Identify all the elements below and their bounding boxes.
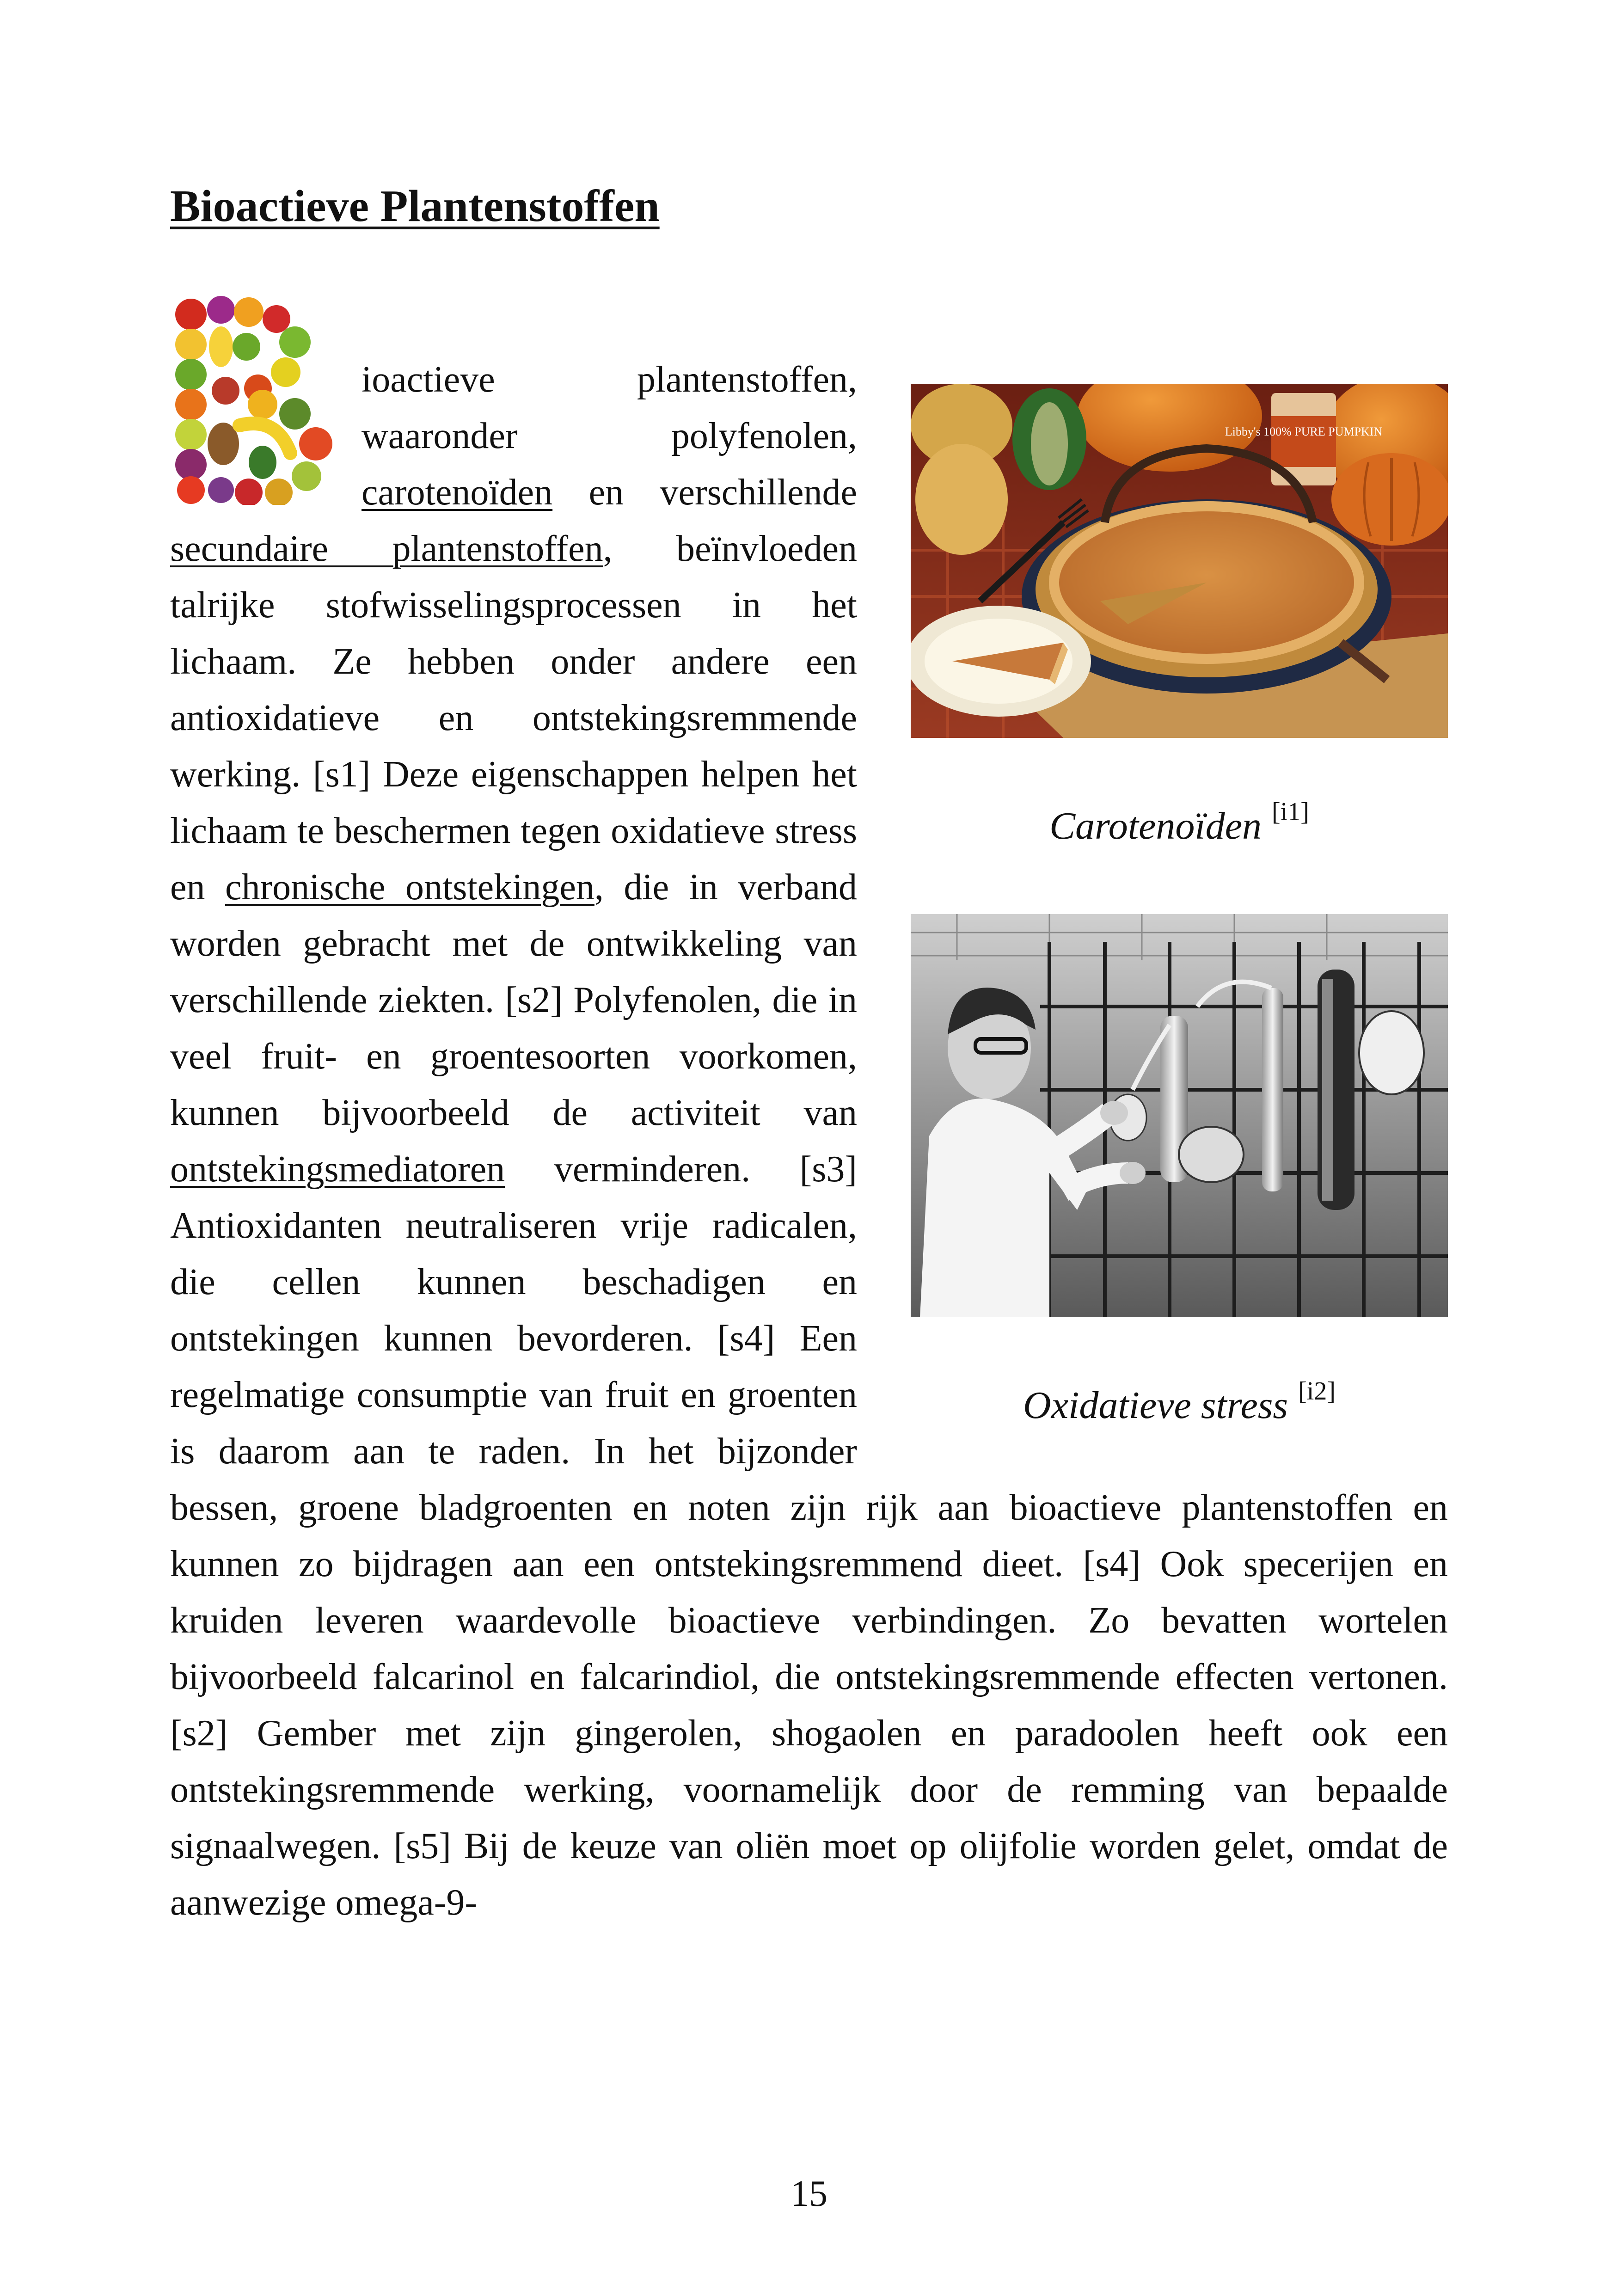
can-label: Libby's 100% PURE PUMPKIN <box>1225 425 1383 438</box>
figure-caption <box>911 789 1448 849</box>
body-text: ioactieve plantenstoffen, waaronder polyfenolen, <box>362 359 857 456</box>
link-ontstekingsmediatoren[interactable]: ontstekingsmediatoren <box>170 1149 505 1190</box>
figure-column <box>911 384 1448 1429</box>
laboratory-photo <box>911 914 1448 1317</box>
body-text: verminderen. [s3] Antioxidanten neutraliseren vrije radicalen, die cellen kunnen beschadigen en ontstekingen kunnen bevorderen. [s4] Een regelmatige consumptie van fruit en groenten is daarom aan te raden. In het bijzonder bessen, groene bladgroenten en noten zijn rijk aan bioactieve plantenstoffen en kunnen zo bijdragen aan een ontstekingsremmend dieet. [s4] Ook specerijen en kruiden leveren waardevolle bioactieve verbindingen. Zo bevatten wortelen bijvoorbeeld falcarinol en falcarindiol, die ontstekingsremmende effecten vertonen. [s2] Gember met zijn gingerolen, shogaolen en paradoolen heeft ook een ontstekingsremmende werking, voornamelijk door de remming van bepaalde signaalwegen. [s5] Bij de keuze van oliën moet op olijfolie worden gelet, omdat de aanwezige omega-9- <box>170 1149 1448 1923</box>
body-text: , beïnvloeden talrijke stofwisselingsprocessen in het lichaam. Ze hebben onder andere een antioxidatieve en ontstekingsremmende werking. [s1] Deze eigenschappen helpen het lichaam te beschermen tegen oxidatieve stress en <box>170 528 857 908</box>
figure-caption <box>911 1368 1448 1429</box>
figure-oxidative-stress <box>911 914 1448 1429</box>
caption-text: Carotenoïden <box>1049 804 1262 847</box>
link-carotenoiden[interactable]: carotenoïden <box>362 472 553 513</box>
pumpkin-pie-photo <box>911 384 1448 738</box>
link-secundaire-plantenstoffen[interactable]: secundaire plantenstoffen <box>170 528 603 569</box>
page-title: Bioactieve Plantenstoffen <box>170 181 660 231</box>
body-text: en verschillende <box>552 472 857 513</box>
article-body <box>170 351 1448 1931</box>
page-number: 15 <box>791 2173 827 2214</box>
image-reference: [i2] <box>1298 1377 1336 1406</box>
link-chronische-ontstekingen[interactable]: chronische ontstekingen <box>225 867 594 908</box>
fruit-letter-b-icon <box>170 296 337 505</box>
figure-carotenoids <box>911 384 1448 849</box>
caption-text: Oxidatieve stress <box>1023 1384 1288 1427</box>
image-reference: [i1] <box>1271 798 1309 826</box>
body-text: , die in verband worden gebracht met de ontwikkeling van verschillende ziekten. [s2] Polyfenolen, die in veel fruit- en groentesoorten voorkomen, kunnen bijvoorbeeld de activiteit van <box>170 867 857 1133</box>
